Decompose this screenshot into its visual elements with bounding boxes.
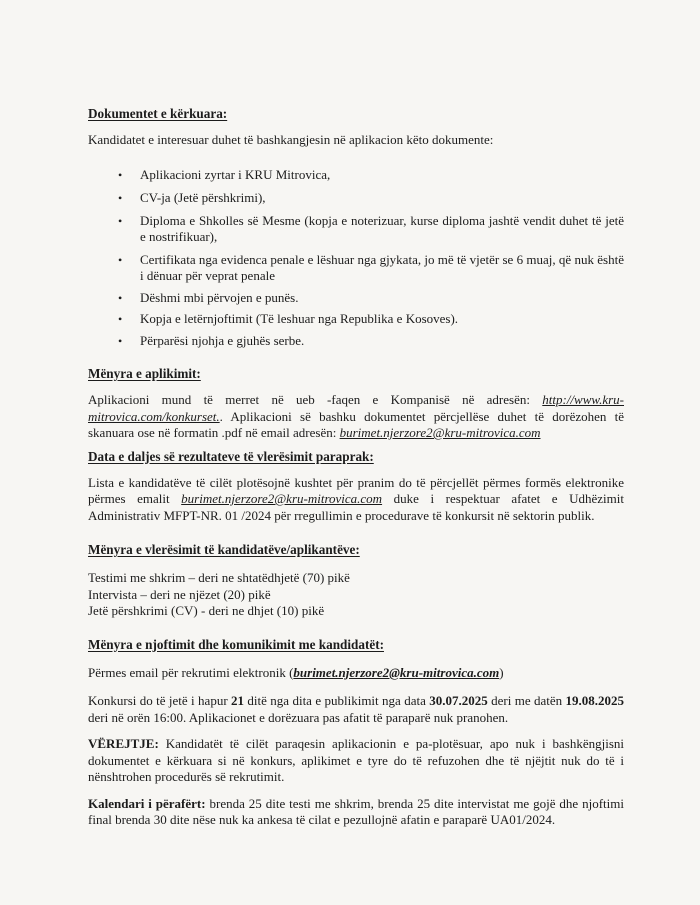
open-text-4: deri në orën 16:00. Aplikacionet e dorëzuara pas afatit të paraparë nuk pranohen. xyxy=(88,709,509,725)
apply-text-2: . Aplikacioni së bashku dokumentet përcjellëse duhet të dorëzohen të skanuara ose në formatin .pdf në email adresën: xyxy=(88,408,624,440)
docs-heading: Dokumentet e kërkuara: xyxy=(88,106,228,121)
note-label: VËREJTJE: xyxy=(88,736,159,751)
eval-line: Intervista – deri ne njëzet (20) pikë xyxy=(88,586,271,602)
website-link[interactable]: http://www.kru-mitrovica.com/konkurset. xyxy=(88,392,624,424)
calendar-label: Kalendari i përafërt: xyxy=(88,795,206,811)
calendar-text: brenda 25 dite testi me shkrim, brenda 25 dite intervistat me gojë dhe njoftimi final brenda 30 dite nëse nuk ka ankesa të cilat e pezullojnë afatin e paraparë UA01/2024. xyxy=(88,795,625,827)
open-date-start: 30.07.2025 xyxy=(429,693,488,708)
document-body xyxy=(88,106,624,829)
open-text-1: Konkursi do të jetë i hapur xyxy=(88,693,232,708)
open-paragraph xyxy=(88,693,624,726)
list-item: • Diploma e Shkolles së Mesme (kopja e noterizuar, kurse diploma jashtë vendit duhet të jetë e nostrifikuar), xyxy=(88,213,624,246)
email-link[interactable]: burimet.njerzore2@kru-mitrovica.com xyxy=(293,664,500,680)
eval-line: Jetë përshkrimi (CV) - deri ne dhjet (10) pikë xyxy=(88,603,325,618)
notify-text-2: ) xyxy=(499,664,504,680)
list-item: • CV-ja (Jetë përshkrimi), xyxy=(88,190,624,207)
open-text-3: deri me datën xyxy=(487,693,566,708)
eval-line: Testimi me shkrim – deri ne shtatëdhjetë (70) pikë xyxy=(88,570,350,585)
apply-heading: Mënyra e aplikimit: xyxy=(88,366,201,381)
note-paragraph xyxy=(88,736,624,786)
eval-list xyxy=(88,570,624,620)
apply-text-1: Aplikacioni mund të merret në ueb -faqen e Kompanisë në adresën: xyxy=(88,392,543,407)
calendar-paragraph xyxy=(88,796,624,829)
eval-heading: Mënyra e vlerësimit të kandidatëve/aplikantëve: xyxy=(88,542,360,557)
results-text-2: duke i respektuar afatet e Udhëzimit Administrativ MFPT-NR. 01 /2024 për rregullimin e procedurave të konkursit në sektorin publik. xyxy=(88,491,625,523)
docs-intro: Kandidatet e interesuar duhet të bashkangjesin në aplikacion këto dokumente: xyxy=(88,132,494,147)
list-item: • Përparësi njohja e gjuhës serbe. xyxy=(88,333,624,350)
notify-heading: Mënyra e njoftimit dhe komunikimit me kandidatët: xyxy=(88,636,384,652)
notify-text-1: Përmes email për rekrutimi elektronik ( xyxy=(88,664,294,680)
open-text-2: ditë nga dita e publikimit nga data xyxy=(244,693,430,708)
notify-paragraph xyxy=(88,665,624,682)
list-item: • Aplikacioni zyrtar i KRU Mitrovica, xyxy=(88,167,624,184)
open-days: 21 xyxy=(231,693,245,708)
list-item: • Certifikata nga evidenca penale e lëshuar nga gjykata, jo më të vjetër se 6 muaj, që nuk është i dënuar për veprat penale xyxy=(88,252,624,285)
list-item: • Kopja e letërnjoftimit (Të leshuar nga Republika e Kosoves). xyxy=(88,311,624,328)
note-text: Kandidatët të cilët paraqesin aplikacionin e pa-plotësuar, apo nuk i bashkëngjisni dokumentet e kërkuara si në konkurs, aplikimet e tyre do të refuzohen dhe të njëjtit nuk do të i nënshtrohen procedurës së rekrutimit. xyxy=(88,736,624,784)
docs-list xyxy=(88,167,624,350)
email-link[interactable]: burimet.njerzore2@kru-mitrovica.com xyxy=(181,491,383,506)
email-link[interactable]: burimet.njerzore2@kru-mitrovica.com xyxy=(339,425,541,440)
results-heading: Data e daljes së rezultateve të vlerësimit paraprak: xyxy=(88,448,374,464)
apply-paragraph xyxy=(88,392,624,442)
results-text-1: Lista e kandidatëve të cilët plotësojnë kushtet për pranim do të përcjellët përmes formës elektronike përmes emalit xyxy=(88,474,624,506)
open-date-end: 19.08.2025 xyxy=(565,693,625,708)
list-item: • Dëshmi mbi përvojen e punës. xyxy=(88,290,624,307)
results-paragraph xyxy=(88,475,624,525)
